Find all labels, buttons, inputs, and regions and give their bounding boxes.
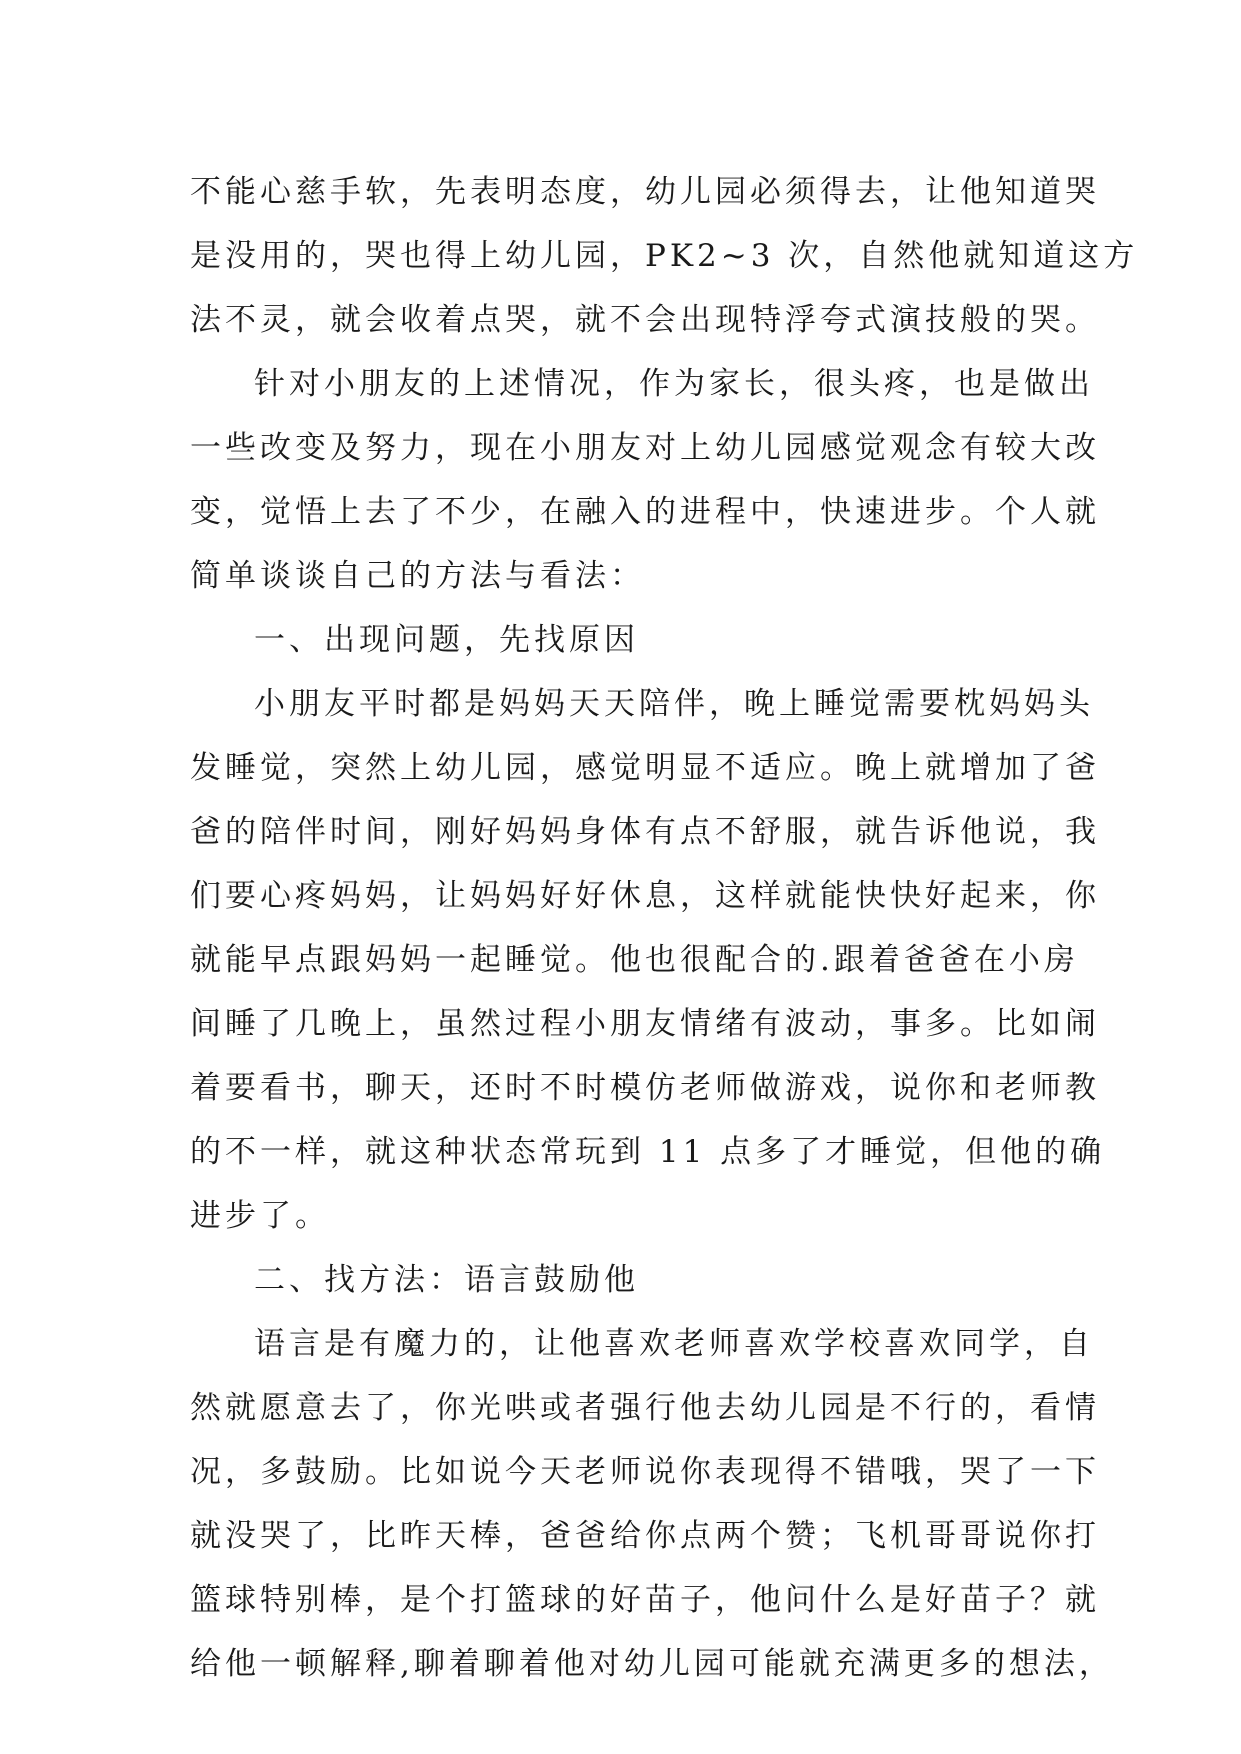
text-line: 一些改变及努力，现在小朋友对上幼儿园感觉观念有较大改 [190, 430, 1100, 466]
document-body [190, 160, 1139, 1696]
paragraph-start-line: 语言是有魔力的，让他喜欢老师喜欢学校喜欢同学，自 [254, 1326, 1094, 1362]
paragraph-start-line: 小朋友平时都是妈妈天天陪伴，晚上睡觉需要枕妈妈头 [254, 686, 1094, 722]
text-line: 况，多鼓励。比如说今天老师说你表现得不错哦，哭了一下 [190, 1454, 1100, 1490]
section-heading-2: 二、找方法：语言鼓励他 [254, 1262, 639, 1298]
text-line: 给他一顿解释,聊着聊着他对幼儿园可能就充满更多的想法， [190, 1646, 1114, 1682]
text-line: 篮球特别棒，是个打篮球的好苗子，他问什么是好苗子？就 [190, 1582, 1100, 1618]
text-line: 简单谈谈自己的方法与看法： [190, 558, 645, 594]
text-line: 不能心慈手软，先表明态度，幼儿园必须得去，让他知道哭 [190, 174, 1100, 210]
text-line: 们要心疼妈妈，让妈妈好好休息，这样就能快快好起来，你 [190, 878, 1100, 914]
text-line: 就能早点跟妈妈一起睡觉。他也很配合的.跟着爸爸在小房 [190, 942, 1079, 978]
text-line: 是没用的，哭也得上幼儿园，PK2~3 次，自然他就知道这方 [190, 238, 1139, 274]
text-line: 的不一样，就这种状态常玩到 11 点多了才睡觉，但他的确 [190, 1134, 1106, 1170]
text-line: 着要看书，聊天，还时不时模仿老师做游戏，说你和老师教 [190, 1070, 1100, 1106]
text-line: 然就愿意去了，你光哄或者强行他去幼儿园是不行的，看情 [190, 1390, 1100, 1426]
text-line: 间睡了几晚上，虽然过程小朋友情绪有波动，事多。比如闹 [190, 1006, 1100, 1042]
text-line: 变，觉悟上去了不少，在融入的进程中，快速进步。个人就 [190, 494, 1100, 530]
text-line: 发睡觉，突然上幼儿园，感觉明显不适应。晚上就增加了爸 [190, 750, 1100, 786]
text-line: 进步了。 [190, 1198, 330, 1234]
text-line: 就没哭了，比昨天棒，爸爸给你点两个赞；飞机哥哥说你打 [190, 1518, 1100, 1554]
text-line: 爸的陪伴时间，刚好妈妈身体有点不舒服，就告诉他说，我 [190, 814, 1100, 850]
text-line: 法不灵，就会收着点哭，就不会出现特浮夸式演技般的哭。 [190, 302, 1100, 338]
paragraph-start-line: 针对小朋友的上述情况，作为家长，很头疼，也是做出 [254, 366, 1094, 402]
section-heading-1: 一、出现问题，先找原因 [254, 622, 639, 658]
